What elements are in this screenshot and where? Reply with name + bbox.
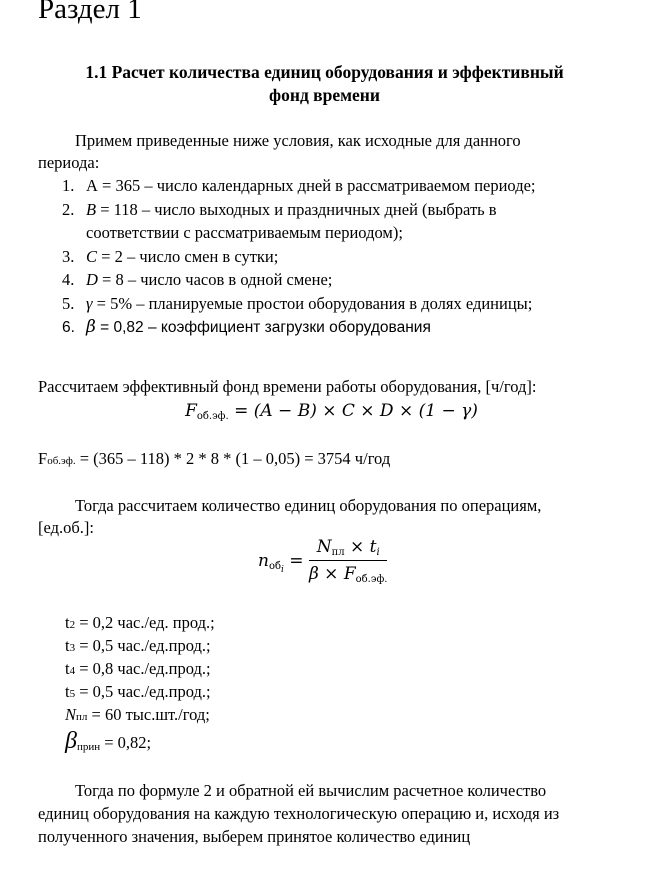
param-value: = 0,5 час./ед.прод.;: [75, 636, 211, 655]
list-item: [62, 175, 536, 197]
calc-F: F: [38, 449, 48, 468]
param-item: [65, 635, 211, 659]
intro-line2: периода:: [38, 153, 100, 172]
list-number: 2.: [62, 200, 75, 219]
list-item: [62, 246, 278, 268]
numerator-rest: × t: [344, 537, 377, 557]
param-item: [65, 681, 211, 705]
param-symbol: t: [65, 682, 70, 701]
conclusion-line2: единиц оборудования на каждую технологическую операцию и, исходя из: [38, 804, 560, 823]
eff-fund-calculation: [38, 448, 390, 472]
list-text: = 365 – число календарных дней в рассматриваемом периоде;: [97, 176, 536, 195]
conclusion-line1: Тогда по формуле 2 и обратной ей вычислим расчетное количество: [75, 781, 547, 800]
intro-line1: Примем приведенные ниже условия, как исходные для данного: [75, 131, 521, 150]
subsection-heading-line1: 1.1 Расчет количества единиц оборудования и эффективный: [85, 62, 564, 82]
param-symbol: t: [65, 636, 70, 655]
param-value: = 0,5 час./ед.прод.;: [75, 682, 211, 701]
list-number: 5.: [62, 294, 75, 313]
numerator-N-sub: пл: [331, 547, 345, 558]
fraction-denominator: [309, 561, 388, 585]
denominator-main: β × F: [308, 564, 356, 584]
list-text: = 0,82 – коэффициент загрузки оборудования: [95, 319, 431, 336]
fraction-numerator: [309, 536, 388, 561]
param-value: = 0,2 час./ед. прод.;: [75, 613, 215, 632]
list-item: [62, 269, 332, 291]
list-text: = 8 – число часов в одной смене;: [97, 270, 333, 289]
param-sub: 2: [69, 619, 76, 631]
param-sub: пл: [76, 711, 88, 723]
list-number: 6.: [62, 319, 75, 336]
denominator-sub: об.эф.: [355, 574, 388, 585]
subsection-heading: [0, 61, 649, 107]
formula-rhs: = (A − B) × C × D × (1 − γ): [228, 401, 478, 421]
units-intro-line1: Тогда рассчитаем количество единиц оборудования по операциям,: [75, 496, 542, 515]
subsection-heading-line2: фонд времени: [269, 85, 380, 105]
param-symbol: β: [65, 728, 77, 754]
list-text: = 5% – планируемые простои оборудования в долях единицы;: [92, 294, 533, 313]
symbol: γ: [86, 294, 93, 313]
symbol: D: [86, 270, 98, 289]
symbol: β: [86, 317, 96, 337]
conclusion-line3: полученного значения, выберем принятое количество единиц: [38, 827, 471, 846]
formula-sub: об.эф.: [196, 411, 229, 422]
param-sub: 5: [69, 688, 76, 700]
list-number: 4.: [62, 270, 75, 289]
numerator-N: N: [316, 537, 332, 557]
param-symbol: t: [65, 613, 70, 632]
param-sub: 4: [69, 665, 76, 677]
param-symbol: N: [65, 705, 77, 724]
formula-n-sub: об: [268, 560, 281, 572]
list-number: 1.: [62, 176, 75, 195]
formula-fraction: [309, 536, 388, 585]
list-item-continuation: соответствии с рассматриваемым периодом);: [86, 223, 403, 242]
symbol: B: [86, 200, 97, 219]
param-value: = 60 тыс.шт./год;: [87, 705, 210, 724]
param-item: [65, 728, 152, 758]
list-text: = 2 – число смен в сутки;: [97, 247, 279, 266]
numerator-i: i: [376, 547, 380, 558]
units-intro-line2: [ед.об.]:: [38, 518, 94, 537]
param-sub: 3: [69, 642, 76, 654]
formula-n-subsub: i: [281, 564, 284, 575]
param-item: [65, 612, 215, 636]
param-sub: прин: [76, 741, 101, 753]
section-title: Раздел 1: [38, 0, 142, 25]
calc-sub: об.эф.: [47, 455, 76, 467]
formula-F: F: [185, 401, 197, 421]
param-item: [65, 704, 210, 728]
list-item: [62, 293, 532, 315]
param-value: = 0,8 час./ед.прод.;: [75, 659, 211, 678]
param-value: = 0,82;: [100, 733, 152, 752]
eff-fund-formula: [0, 399, 649, 423]
list-item: [62, 316, 431, 339]
list-text: = 118 – число выходных и праздничных дней (выбрать в: [96, 200, 497, 219]
formula-n: n: [258, 550, 269, 571]
symbol: А: [86, 176, 98, 195]
eff-fund-intro: Рассчитаем эффективный фонд времени работы оборудования, [ч/год]:: [38, 377, 537, 396]
calc-rest: = (365 – 118) * 2 * 8 * (1 – 0,05) = 3754 ч/год: [75, 449, 391, 468]
param-item: [65, 658, 211, 682]
param-symbol: t: [65, 659, 70, 678]
units-formula: $n_{обi}$ = $\frac{N_{пл} \times t_i}{\beta \times F_{об.эф.}}$: [258, 537, 388, 585]
symbol: C: [86, 247, 98, 266]
list-number: 3.: [62, 247, 75, 266]
list-item: [62, 199, 497, 221]
